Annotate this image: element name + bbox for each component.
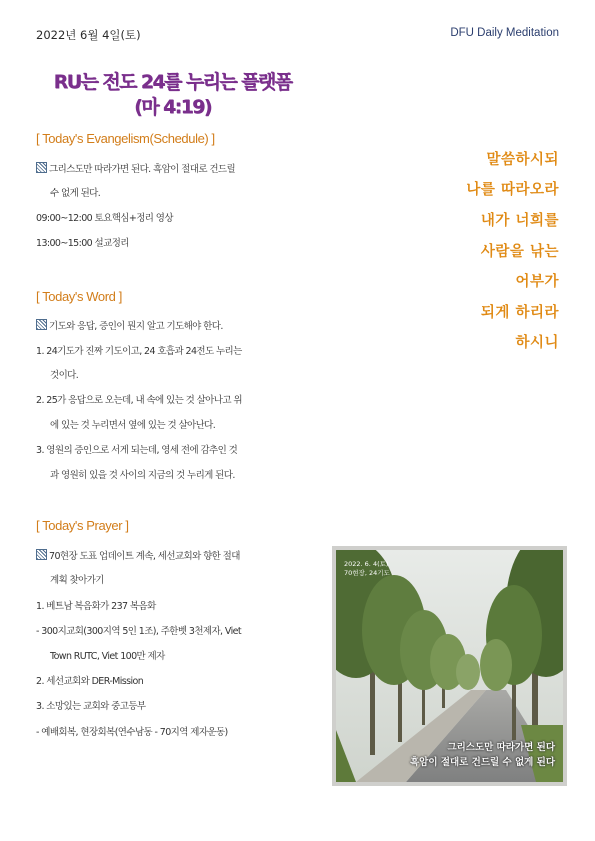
word-line: 과 영원히 있을 것 사이의 지금의 것 누리게 된다.	[50, 470, 235, 481]
page-title	[0, 70, 345, 120]
verse-line: 사람을 낚는	[480, 244, 559, 260]
photo-stamp-date: 2022. 6. 4(토)	[344, 560, 389, 568]
word-heading: [ Today's Word ]	[36, 289, 122, 304]
tree-lined-road-photo	[332, 546, 567, 786]
bullet-box-icon	[36, 549, 47, 560]
verse-line: 하시니	[515, 335, 559, 351]
prayer-line: 70현장 도표 업데이트 계속, 세선교회와 향한 절대	[36, 549, 240, 563]
word-line: 것이다.	[50, 370, 79, 381]
verse-line: 말씀하시되	[486, 152, 559, 168]
prayer-line: - 예배회복, 현장회복(연수남동 - 70지역 제자운동)	[36, 727, 228, 738]
bullet-box-icon	[36, 319, 47, 330]
evangelism-heading: [ Today's Evangelism(Schedule) ]	[36, 131, 215, 146]
prayer-heading: [ Today's Prayer ]	[36, 518, 129, 533]
verse-line: 되게 하리라	[480, 305, 559, 321]
prayer-line: - 300지교회(300지역 5인 1조), 주한벳 3천제자, Viet	[36, 626, 241, 637]
photo-caption	[410, 740, 555, 770]
title-line-1: RU는 전도 24를 누리는 플랫폼	[53, 71, 292, 93]
evangelism-line: 09:00~12:00 토요핵심+정리 영상	[36, 213, 173, 224]
photo-caption-line: 그리스도만 따라가면 된다	[447, 742, 555, 753]
evangelism-line: 수 없게 된다.	[50, 188, 101, 199]
verse-line: 내가 너희를	[480, 213, 559, 229]
brand-title: DFU Daily Meditation	[450, 27, 559, 39]
photo-stamp-note: 70현장, 24기도	[344, 569, 390, 577]
prayer-line: Town RUTC, Viet 100만 제자	[50, 651, 165, 662]
evangelism-line: 13:00~15:00 설교정리	[36, 238, 129, 249]
photo-caption-line: 흑암이 절대로 건드릴 수 없게 된다	[409, 757, 555, 768]
prayer-line: 계획 찾아가기	[50, 575, 104, 586]
bullet-box-icon	[36, 162, 47, 173]
title-line-2: (마 4:19)	[134, 96, 211, 118]
prayer-line: 1. 베트남 복음화가 237 복음화	[36, 601, 156, 612]
verse-line: 어부가	[515, 274, 559, 290]
word-line: 1. 24기도가 진짜 기도이고, 24 호흡과 24전도 누리는	[36, 346, 242, 357]
word-line: 에 있는 것 누리면서 옆에 있는 것 살아난다.	[50, 420, 216, 431]
word-line: 3. 영원의 증인으로 서게 되는데, 영세 전에 감추인 것	[36, 445, 238, 456]
prayer-line: 3. 소망있는 교회와 중고등부	[36, 701, 146, 712]
word-line: 2. 25가 응답으로 오는데, 내 속에 있는 것 살아나고 위	[36, 395, 242, 406]
photo-stamp	[344, 560, 390, 578]
evangelism-line: 그리스도만 따라가면 된다. 흑암이 절대로 건드릴	[36, 162, 235, 176]
word-line: 기도와 응답, 증인이 뭔지 알고 기도해야 한다.	[36, 319, 223, 333]
verse-line: 나를 따라오라	[466, 182, 559, 198]
prayer-line: 2. 세선교회와 DER-Mission	[36, 676, 144, 687]
page-date: 2022년 6월 4일(토)	[36, 28, 141, 42]
